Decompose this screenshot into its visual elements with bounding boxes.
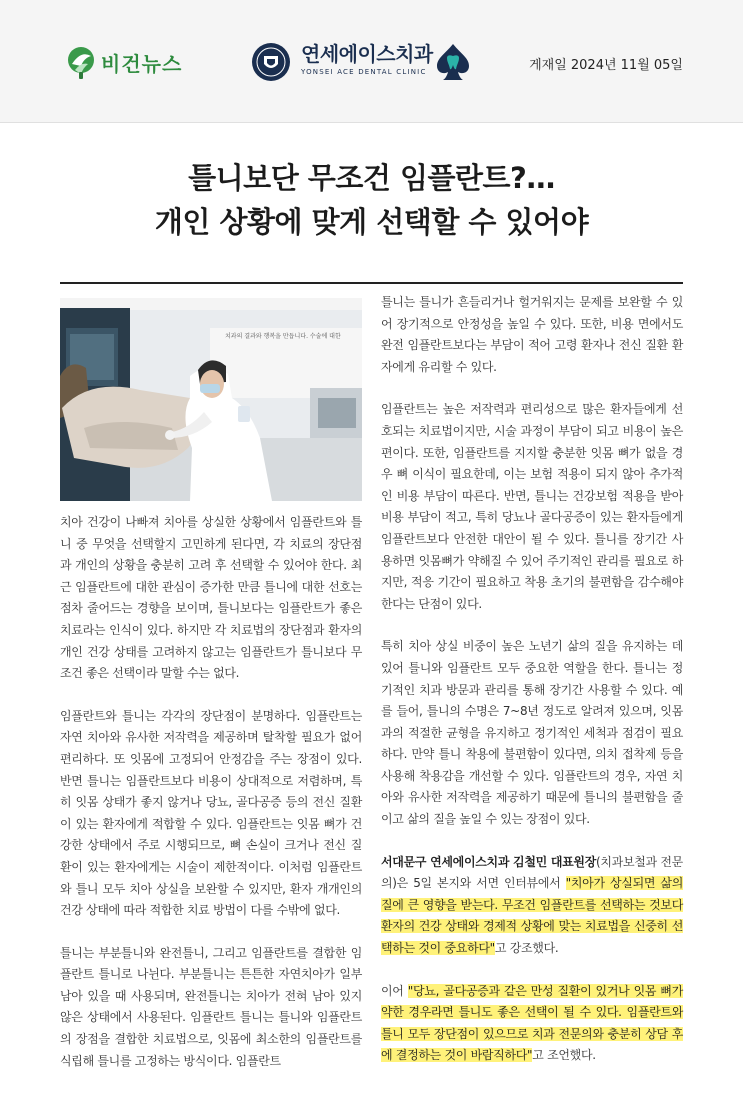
spade-tooth-icon [435,42,471,82]
bigeon-news-logo[interactable] [66,44,182,80]
title-line-2: 개인 상황에 맞게 선택할 수 있어야 [154,205,589,239]
right-paragraph-2: 임플란트는 높은 저작력과 편리성으로 많은 환자들에게 선호되는 치료법이지만, 시술 과정이 부담이 되고 비용이 높은 편이다. 또한, 임플란트를 지지할 충분한 잇몸 뼈가 없을 경우 뼈 이식이 필요한데, 이는 보험 적용이 되지 않아 추가적인 비용 부담이 따른다. 반면, 틀니는 건강보험 적용을 받아 비용 부담이 적고, 특히 당뇨나 골다공증이 있는 환자들에게 임플란트보다 안전한 대안이 될 수 있다. 틀니를 장기간 사용하면 잇몸뼈가 약해질 수 있어 주기적인 관리를 필요로 하지만, 적응 기간이 필요하고 착용 초기의 불편함을 감수해야 한다는 단점이 있다. [381,402,683,611]
quote-2-tail: 고 조언했다. [532,1048,596,1063]
article-photo [60,298,362,501]
right-paragraph-4 [381,852,683,960]
left-paragraph-1: 치아 건강이 나빠져 치아를 상실한 상황에서 임플란트와 틀니 중 무엇을 선택할지 고민하게 된다면, 각 치료의 장단점과 개인의 상황을 충분히 고려 후 선택할 수 있어야 한다. 최근 임플란트에 대한 관심이 증가한 만큼 틀니에 대한 선호는 점차 줄어드는 경향을 보이며, 틀니보다는 임플란트가 좋은 치료라는 인식이 있다. 하지만 각 치료법의 장단점과 환자의 개인 건강 상태를 고려하지 않고는 임플란트가 틀니보다 무조건 좋은 선택이라 말할 수는 없다. [60,515,362,681]
quote-2-lead: 이어 [381,983,408,998]
clinic-name-english: YONSEI ACE DENTAL CLINIC [301,68,427,76]
page-header [0,0,743,123]
highlighted-quote-1: "치아가 상실되면 삶의 질에 큰 영향을 받는다. 무조건 임플란트를 선택하는 것보다 환자의 건강 상태와 경제적 상황에 맞는 치료법을 신중히 선택하는 것이 중요하다" [381,876,683,956]
dentist-clinic-illustration [60,298,362,501]
university-seal-icon [251,42,291,82]
title-line-1: 틀니보단 무조건 임플란트?… [188,161,555,195]
interviewee-name: 서대문구 연세에이스치과 김철민 대표원장 [381,854,596,869]
right-paragraph-5 [381,981,683,1067]
right-column [381,292,683,1088]
article-title [0,156,743,244]
clinic-logo[interactable] [251,42,471,82]
right-paragraph-1: 틀니는 틀니가 흔들리거나 헐거워지는 문제를 보완할 수 있어 장기적으로 안정성을 높일 수 있다. 또한, 비용 면에서도 완전 임플란트보다는 부담이 적어 고령 환자나 전신 질환 환자에게 유리할 수 있다. [381,295,683,374]
interview-intro: (치과보철과 전문의)은 5일 본지와 서면 인터뷰에서 [381,854,683,891]
news-logo-text: 비건뉴스 [101,51,183,76]
right-paragraph-3: 특히 치아 상실 비중이 높은 노년기 삶의 질을 유지하는 데 있어 틀니와 임플란트 모두 중요한 역할을 한다. 틀니는 정기적인 치과 방문과 관리를 통해 장기간 사용할 수 있다. 예를 들어, 틀니의 수명은 7~8년 정도로 알려져 있으며, 잇몸과의 적절한 균형을 유지하고 정기적인 세척과 점검이 필요하다. 만약 틀니 착용에 불편함이 있다면, 의치 접착제 등을 사용해 착용감을 개선할 수 있다. 임플란트의 경우, 자연 치아와 유사한 저작력을 제공하기 때문에 틀니의 불편함을 줄이고 삶의 질을 높일 수 있는 장점이 있다. [381,639,683,827]
wall-sign-text: 치과의 결과와 행복을 만듭니다. 수술에 대한 [225,333,341,340]
clinic-name-korean: 연세에이스치과 [301,42,433,66]
title-divider [60,282,683,284]
left-paragraph-2: 임플란트와 틀니는 각각의 장단점이 분명하다. 임플란트는 자연 치아와 유사한 저작력을 제공하며 탈착할 필요가 없어 편리하다. 또 잇몸에 고정되어 안정감을 주는 장점이 있다. 반면 틀니는 임플란트보다 비용이 상대적으로 저렴하며, 특히 잇몸 상태가 좋지 않거나 당뇨, 골다공증 등의 전신 질환이 있는 환자에게 적합할 수 있다. 임플란트는 잇몸 뼈가 건강한 상태에서 주로 시행되므로, 뼈 손실이 크거나 전신 질환이 있는 환자에게는 시술이 제한적이다. 이처럼 임플란트와 틀니 모두 치아 상실을 보완할 수 있지만, 환자 개개인의 건강 상태에 따라 적합한 치료 방법이 다를 수밖에 없다. [60,708,362,918]
left-column [60,512,362,1093]
quote-1-tail: 고 강조했다. [494,941,559,956]
leaf-planet-icon [66,44,96,80]
highlighted-quote-2: "당뇨, 골다공증과 같은 만성 질환이 있거나 잇몸 뼈가 약한 경우라면 틀니도 좋은 선택이 될 수 있다. 임플란트와 틀니 모두 장단점이 있으므로 치과 전문의와 충분히 상담 후에 결정하는 것이 바람직하다" [381,983,683,1063]
left-paragraph-3: 틀니는 부분틀니와 완전틀니, 그리고 임플란트를 결합한 임플란트 틀니로 나뉜다. 부분틀니는 튼튼한 자연치아가 일부 남아 있을 때 사용되며, 완전틀니는 치아가 전혀 남아 있지 않은 상태에서 사용된다. 임플란트 틀니는 틀니와 임플란트의 장점을 결합한 치료법으로, 잇몸에 최소한의 임플란트를 식립해 틀니를 고정하는 방식이다. 임플란트 [60,945,362,1068]
publication-date: 게재일 2024년 11월 05일 [529,58,683,73]
